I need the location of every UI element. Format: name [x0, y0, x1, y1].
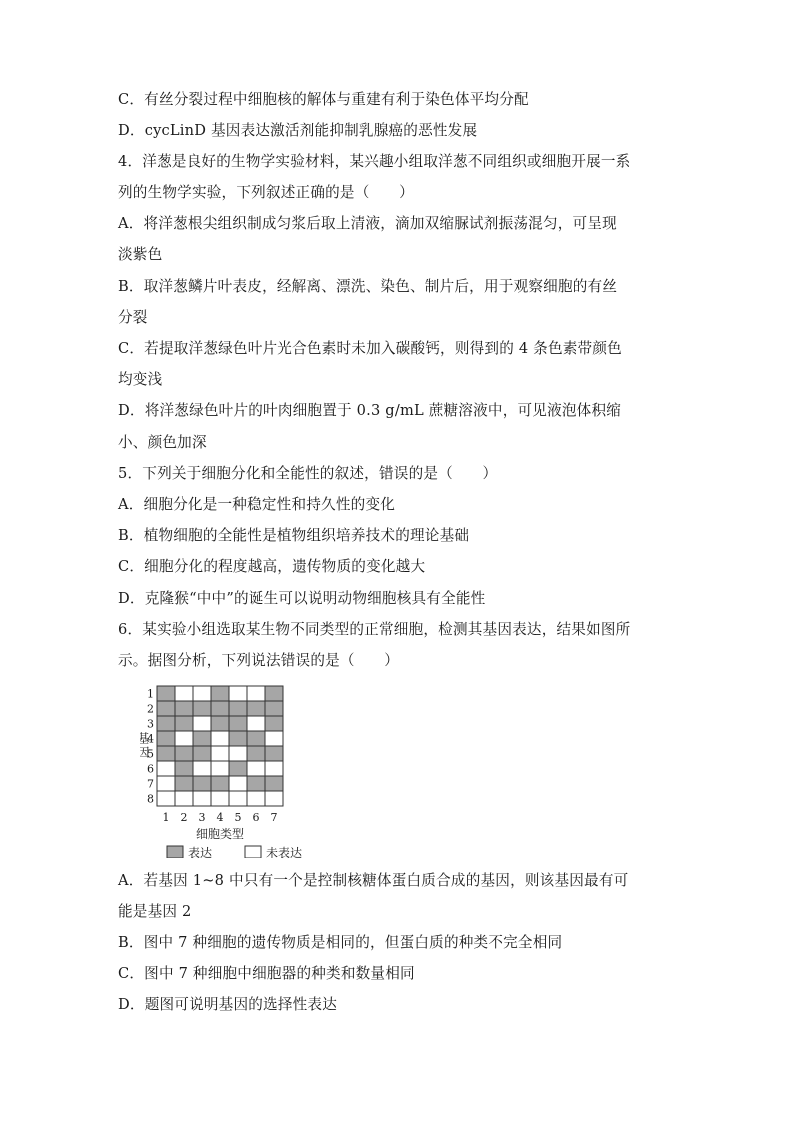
heatmap-cell	[175, 791, 193, 806]
text-line: 5．下列关于细胞分化和全能性的叙述，错误的是（ ）	[118, 465, 498, 482]
row-tick-label: 1	[147, 687, 154, 701]
row-tick-label: 8	[147, 792, 154, 806]
heatmap-cell	[265, 701, 283, 716]
gene-expression-heatmap	[140, 682, 360, 858]
text-line: 6．某实验小组选取某生物不同类型的正常细胞，检测其基因表达，结果如图所	[118, 621, 631, 638]
heatmap-cell	[193, 731, 211, 746]
heatmap-cell	[247, 701, 265, 716]
heatmap-cell	[193, 686, 211, 701]
text-line: A．若基因 1~8 中只有一个是控制核糖体蛋白质合成的基因，则该基因最有可	[118, 872, 629, 889]
text-line: 4．洋葱是良好的生物学实验材料，某兴趣小组取洋葱不同组织或细胞开展一系	[118, 153, 631, 170]
row-tick-label: 3	[147, 717, 154, 731]
text-line: 均变浅	[118, 371, 163, 388]
col-tick-label: 7	[270, 811, 278, 824]
col-tick-label: 4	[216, 811, 224, 824]
heatmap-cell	[247, 761, 265, 776]
row-tick-label: 7	[147, 777, 154, 791]
heatmap-cell	[157, 686, 175, 701]
legend-label-not-expressed: 未表达	[266, 846, 303, 858]
heatmap-cell	[265, 776, 283, 791]
heatmap-cell	[265, 686, 283, 701]
heatmap-cell	[229, 731, 247, 746]
heatmap-cell	[229, 791, 247, 806]
text-line: B．取洋葱鳞片叶表皮，经解离、漂洗、染色、制片后，用于观察细胞的有丝	[118, 278, 618, 295]
text-line: C．有丝分裂过程中细胞核的解体与重建有利于染色体平均分配	[118, 91, 529, 108]
legend-swatch-not-expressed	[245, 846, 261, 858]
y-axis-label: 基因	[140, 732, 150, 760]
text-line: D．将洋葱绿色叶片的叶肉细胞置于 0.3 g/mL 蔗糖溶液中，可见液泡体积缩	[118, 402, 622, 419]
gene-expression-figure	[140, 682, 360, 862]
heatmap-cell	[211, 731, 229, 746]
legend-swatch-expressed	[167, 846, 183, 858]
heatmap-cell	[265, 761, 283, 776]
heatmap-cell	[211, 716, 229, 731]
heatmap-cell	[229, 746, 247, 761]
text-line: C．细胞分化的程度越高，遗传物质的变化越大	[118, 558, 426, 575]
heatmap-cell	[157, 761, 175, 776]
heatmap-cell	[265, 716, 283, 731]
heatmap-cell	[193, 761, 211, 776]
text-line: A．将洋葱根尖组织制成匀浆后取上清液，滴加双缩脲试剂振荡混匀，可呈现	[118, 215, 617, 232]
heatmap-cell	[247, 746, 265, 761]
heatmap-cell	[211, 791, 229, 806]
heatmap-cell	[247, 686, 265, 701]
heatmap-cell	[211, 776, 229, 791]
text-line: C．图中 7 种细胞中细胞器的种类和数量相同	[118, 965, 415, 982]
heatmap-cell	[229, 761, 247, 776]
heatmap-cell	[175, 716, 193, 731]
heatmap-cell	[211, 761, 229, 776]
heatmap-cell	[193, 701, 211, 716]
legend-label-expressed: 表达	[188, 846, 213, 858]
heatmap-cell	[211, 701, 229, 716]
text-line: A．细胞分化是一种稳定性和持久性的变化	[118, 496, 396, 513]
heatmap-cell	[193, 776, 211, 791]
heatmap-cell	[175, 731, 193, 746]
heatmap-cell	[229, 686, 247, 701]
text-line: 能是基因 2	[118, 903, 192, 920]
text-line: B．图中 7 种细胞的遗传物质是相同的，但蛋白质的种类不完全相同	[118, 934, 563, 951]
text-line: C．若提取洋葱绿色叶片光合色素时未加入碳酸钙，则得到的 4 条色素带颜色	[118, 340, 622, 357]
heatmap-cell	[175, 746, 193, 761]
heatmap-cell	[229, 776, 247, 791]
heatmap-cell	[157, 746, 175, 761]
heatmap-cell	[247, 716, 265, 731]
heatmap-cell	[211, 686, 229, 701]
heatmap-cell	[247, 791, 265, 806]
col-tick-label: 3	[198, 811, 206, 824]
row-tick-label: 4	[147, 732, 154, 746]
heatmap-cell	[265, 746, 283, 761]
heatmap-cell	[247, 776, 265, 791]
heatmap-cell	[211, 746, 229, 761]
heatmap-cell	[193, 716, 211, 731]
text-line: 分裂	[118, 309, 148, 326]
heatmap-cell	[157, 776, 175, 791]
heatmap-cell	[175, 776, 193, 791]
heatmap-cell	[265, 791, 283, 806]
text-line: D．题图可说明基因的选择性表达	[118, 996, 338, 1013]
text-line: 示。据图分析，下列说法错误的是（ ）	[118, 652, 400, 669]
heatmap-cell	[193, 746, 211, 761]
text-line: 淡紫色	[118, 246, 163, 263]
heatmap-cell	[175, 701, 193, 716]
col-tick-label: 1	[162, 811, 170, 824]
col-tick-label: 6	[252, 811, 260, 824]
text-line: D．cycLinD 基因表达激活剂能抑制乳腺癌的恶性发展	[118, 122, 478, 139]
heatmap-cell	[229, 716, 247, 731]
row-tick-label: 2	[147, 702, 154, 716]
heatmap-cell	[157, 716, 175, 731]
heatmap-cell	[247, 731, 265, 746]
heatmap-cell	[265, 731, 283, 746]
col-tick-label: 5	[234, 811, 242, 824]
heatmap-cell	[193, 791, 211, 806]
text-line: D．克隆猴“中中”的诞生可以说明动物细胞核具有全能性	[118, 590, 486, 607]
x-axis-label: 细胞类型	[195, 827, 245, 841]
text-line: 小、颜色加深	[118, 434, 207, 451]
row-tick-label: 5	[147, 747, 154, 761]
heatmap-cell	[175, 761, 193, 776]
heatmap-cell	[229, 701, 247, 716]
heatmap-cell	[175, 686, 193, 701]
text-line: B．植物细胞的全能性是植物组织培养技术的理论基础	[118, 527, 470, 544]
heatmap-cell	[157, 791, 175, 806]
text-line: 列的生物学实验，下列叙述正确的是（ ）	[118, 184, 414, 201]
col-tick-label: 2	[180, 811, 188, 824]
heatmap-cell	[157, 731, 175, 746]
row-tick-label: 6	[147, 762, 154, 776]
heatmap-cell	[157, 701, 175, 716]
